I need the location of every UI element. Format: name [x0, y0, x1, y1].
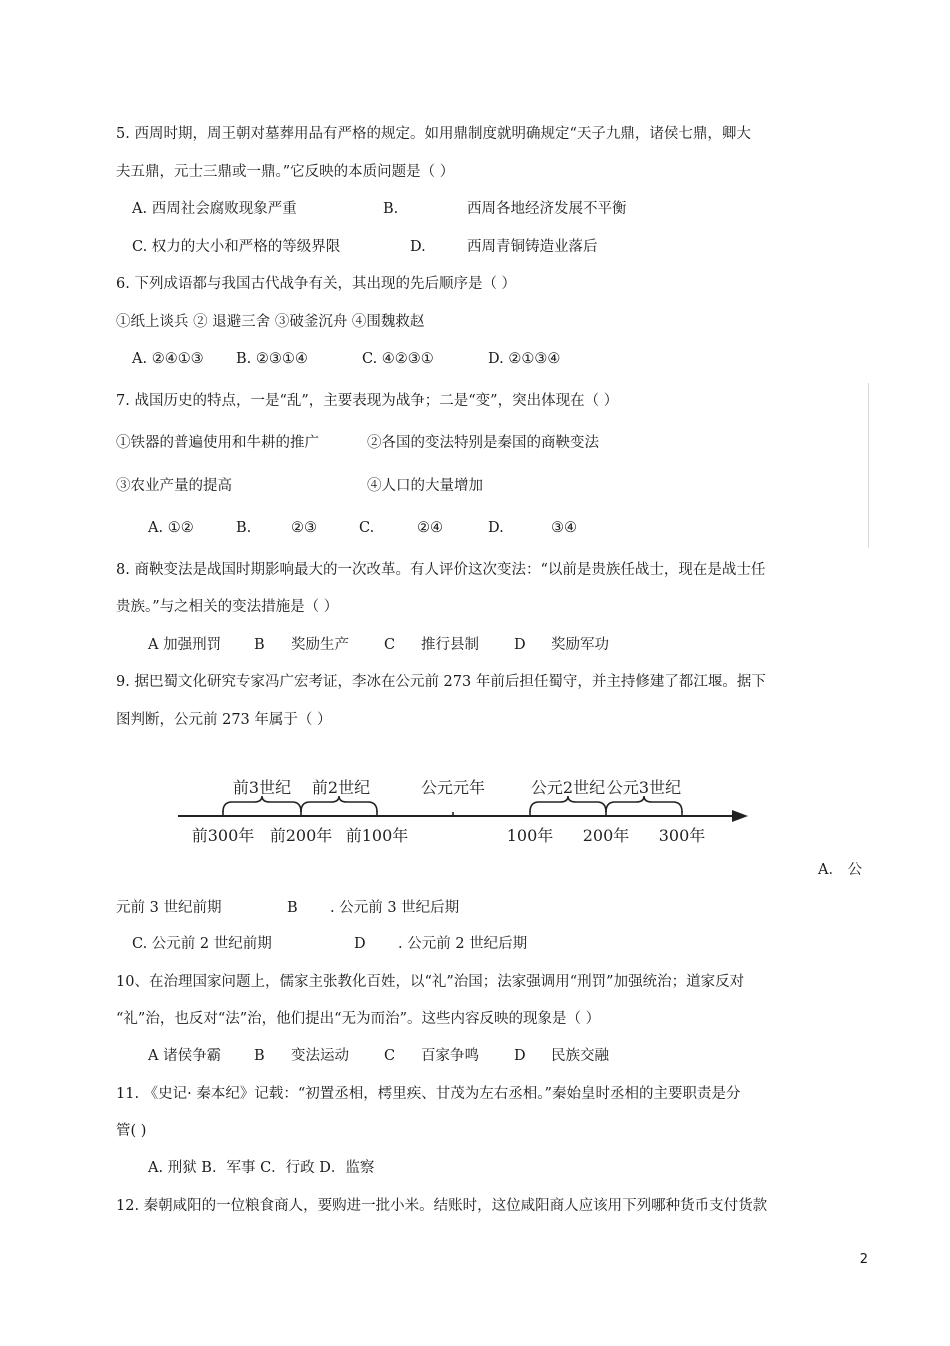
q9-option-a-head: A． 公 — [818, 862, 863, 878]
q5-option-b-letter: B. — [383, 201, 399, 217]
q7-stem: 7. 战国历史的特点，一是“乱”，主要表现为战争；二是“变”，突出体现在（ ） — [116, 393, 619, 409]
timeline-tick-bc100: 前100年 — [345, 826, 409, 845]
timeline-label-bc3: 前3世纪 — [232, 778, 292, 797]
timeline-tick-bc300: 前300年 — [191, 826, 255, 845]
q5-option-b: 西周各地经济发展不平衡 — [467, 201, 627, 217]
q10-option-c: 百家争鸣 — [421, 1048, 479, 1064]
q6-option-b: B. ②③①④ — [236, 351, 308, 367]
q5-option-d-letter: D. — [410, 239, 426, 255]
timeline-arrow — [732, 810, 748, 822]
q8-option-a: A 加强刑罚 — [148, 637, 222, 653]
q5-option-a: A. 西周社会腐败现象严重 — [132, 201, 297, 217]
q10-option-c-letter: C — [384, 1048, 396, 1064]
q9-option-d-letter: D — [354, 936, 366, 952]
q10-option-d: 民族交融 — [551, 1048, 609, 1064]
timeline-tick-ad300: 300年 — [658, 826, 706, 845]
q6-option-a: A. ②④①③ — [132, 351, 204, 367]
timeline-figure — [170, 768, 760, 853]
q11-stem-line1: 11. 《史记· 秦本纪》记载：“初置丞相，樗里疾、甘茂为左右丞相。”秦始皇时丞相的主要职责是分 — [116, 1086, 741, 1102]
q9-option-b: . 公元前 3 世纪后期 — [330, 900, 460, 916]
timeline-label-ad3: 公元3世纪 — [606, 778, 682, 797]
q5-stem-line2: 夫五鼎，元士三鼎或一鼎。”它反映的本质问题是（ ） — [116, 164, 455, 180]
q8-option-d-letter: D — [514, 637, 526, 653]
q5-option-d: 西周青铜铸造业落后 — [467, 239, 598, 255]
q8-option-b-letter: B — [254, 637, 265, 653]
q9-option-d: . 公元前 2 世纪后期 — [398, 936, 528, 952]
q10-option-a: A 诸侯争霸 — [148, 1048, 222, 1064]
q8-option-b: 奖励生产 — [291, 637, 349, 653]
q8-stem-line2: 贵族。”与之相关的变法措施是（ ） — [116, 599, 339, 615]
q8-option-d: 奖励军功 — [551, 637, 609, 653]
q7-item-4: ④人口的大量增加 — [367, 478, 483, 494]
q7-option-a: A. ①② — [148, 520, 194, 536]
q6-option-d: D. ②①③④ — [488, 351, 561, 367]
q7-option-c-letter: C. — [359, 520, 375, 536]
q6-option-c: C. ④②③① — [362, 351, 434, 367]
q12-stem-line1: 12. 秦朝咸阳的一位粮食商人，要购进一批小米。结账时，这位咸阳商人应该用下列哪种货币支付货款 — [116, 1198, 768, 1214]
q7-item-3: ③农业产量的提高 — [116, 478, 232, 494]
q7-option-d-letter: D. — [488, 520, 504, 536]
q10-option-b-letter: B — [254, 1048, 265, 1064]
q10-option-d-letter: D — [514, 1048, 526, 1064]
q7-option-b-letter: B. — [236, 520, 252, 536]
margin-rule — [868, 383, 869, 548]
q6-items: ①纸上谈兵 ② 退避三舍 ③破釜沉舟 ④围魏救赵 — [116, 314, 425, 330]
q8-stem-line1: 8. 商鞅变法是战国时期影响最大的一次改革。有人评价这次变法：“以前是贵族任战士，现在是战士任 — [116, 562, 766, 578]
q5-option-c: C. 权力的大小和严格的等级界限 — [132, 239, 341, 255]
q10-stem-line2: “礼”治，也反对“法”治，他们提出“无为而治”。这些内容反映的现象是（ ） — [116, 1011, 601, 1027]
q9-option-a-tail: 元前 3 世纪前期 — [116, 900, 222, 916]
q5-stem-line1: 5. 西周时期，周王朝对墓葬用品有严格的规定。如用鼎制度就明确规定“天子九鼎，诸侯七鼎，卿大 — [116, 126, 751, 142]
q10-stem-line1: 10、在治理国家问题上，儒家主张教化百姓，以“礼”治国；法家强调用“刑罚”加强统治；道家反对 — [116, 974, 745, 990]
q10-option-b: 变法运动 — [291, 1048, 349, 1064]
timeline-braces — [223, 796, 682, 812]
q7-item-1: ①铁器的普遍使用和牛耕的推广 — [116, 435, 319, 451]
q11-options: A. 刑狱 B．军事 C．行政 D．监察 — [148, 1160, 375, 1176]
q7-option-d: ③④ — [551, 520, 577, 536]
q9-option-c: C. 公元前 2 世纪前期 — [132, 936, 272, 952]
timeline-label-ad2: 公元2世纪 — [530, 778, 606, 797]
q7-item-2: ②各国的变法特别是秦国的商鞅变法 — [367, 435, 599, 451]
q9-stem-line2: 图判断，公元前 273 年属于（ ） — [116, 712, 332, 728]
timeline-tick-ad100: 100年 — [506, 826, 554, 845]
q6-stem: 6. 下列成语都与我国古代战争有关，其出现的先后顺序是（ ） — [116, 276, 517, 292]
timeline-label-year1: 公元元年 — [420, 778, 486, 797]
q8-option-c-letter: C — [384, 637, 396, 653]
q11-stem-line2: 管( ) — [116, 1123, 147, 1139]
q9-stem-line1: 9. 据巴蜀文化研究专家冯广宏考证，李冰在公元前 273 年前后担任蜀守，并主持修建了都江堰。据下 — [116, 674, 766, 690]
q7-option-c: ②④ — [417, 520, 443, 536]
q8-option-c: 推行县制 — [421, 637, 479, 653]
timeline-tick-ad200: 200年 — [582, 826, 630, 845]
q9-option-b-letter: B — [287, 900, 298, 916]
page-number: 2 — [859, 1252, 868, 1267]
timeline-tick-bc200: 前200年 — [269, 826, 333, 845]
q7-option-b: ②③ — [291, 520, 317, 536]
timeline-label-bc2: 前2世纪 — [311, 778, 371, 797]
